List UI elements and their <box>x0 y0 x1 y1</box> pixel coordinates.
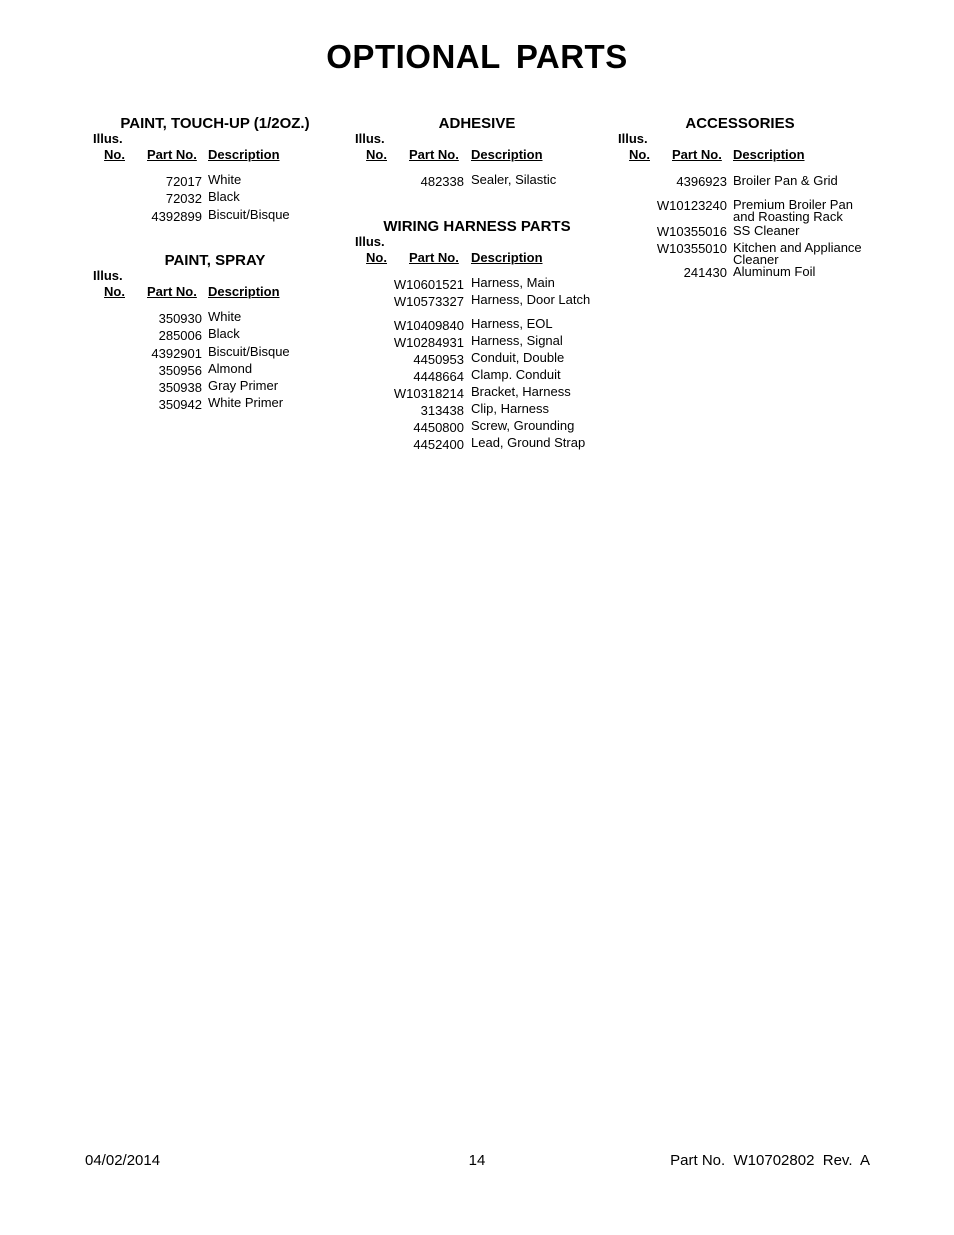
part-description-line: Broiler Pan & Grid <box>733 173 838 188</box>
section-title: ADHESIVE <box>438 115 516 132</box>
description-header: Description <box>471 250 543 265</box>
part-number: 4392899 <box>151 209 202 224</box>
description-header: Description <box>208 147 280 162</box>
no-header: No. <box>629 147 650 162</box>
no-header: No. <box>104 284 125 299</box>
part-number: W10318214 <box>393 386 464 401</box>
section-title: PAINT, TOUCH-UP (1/2OZ.) <box>120 115 310 132</box>
description-header: Description <box>471 147 543 162</box>
part-description: Clamp. Conduit <box>471 367 561 382</box>
part-description <box>733 242 862 266</box>
part-description: Harness, Door Latch <box>471 292 591 307</box>
part-description: Almond <box>208 361 253 376</box>
part-description-line: Aluminum Foil <box>733 264 816 279</box>
part-description: Bracket, Harness <box>471 384 571 399</box>
no-header: No. <box>366 250 387 265</box>
part-description: Harness, Signal <box>471 333 563 348</box>
part-number: 350930 <box>158 311 202 326</box>
part-description: Conduit, Double <box>471 350 565 365</box>
part-number: 4448664 <box>413 369 464 384</box>
part-description-line: Kitchen and Appliance <box>733 240 862 255</box>
part-description: White Primer <box>208 395 284 410</box>
part-number: W10601521 <box>393 277 464 292</box>
section-title: WIRING HARNESS PARTS <box>383 218 571 235</box>
part-number: 72032 <box>165 191 202 206</box>
illus-label: Illus. <box>93 131 123 146</box>
part-no-header: Part No. <box>409 147 459 162</box>
part-number: 4396923 <box>676 174 727 189</box>
footer-date: 04/02/2014 <box>85 1152 161 1169</box>
part-number: W10123240 <box>656 198 727 213</box>
part-description: Black <box>208 326 240 341</box>
part-description: White <box>208 172 242 187</box>
part-number: 350942 <box>158 397 202 412</box>
part-description: Harness, EOL <box>471 316 553 331</box>
part-description: Sealer, Silastic <box>471 172 557 187</box>
part-number: 350956 <box>158 363 202 378</box>
part-description: Biscuit/Bisque <box>208 207 290 222</box>
footer-page-number: 14 <box>468 1152 486 1169</box>
part-description <box>733 225 799 237</box>
part-number: W10573327 <box>393 294 464 309</box>
part-number: W10409840 <box>393 318 464 333</box>
part-number: 4452400 <box>413 437 464 452</box>
description-header: Description <box>208 284 280 299</box>
part-description-line: and Roasting Rack <box>733 209 843 224</box>
illus-label: Illus. <box>355 234 385 249</box>
part-number: W10355016 <box>656 224 727 239</box>
description-header: Description <box>733 147 805 162</box>
part-description: Screw, Grounding <box>471 418 575 433</box>
part-no-header: Part No. <box>672 147 722 162</box>
part-number: 72017 <box>165 174 202 189</box>
part-number: 241430 <box>683 265 727 280</box>
part-description: Clip, Harness <box>471 401 550 416</box>
part-no-header: Part No. <box>147 147 197 162</box>
page-title: OPTIONAL PARTS <box>326 38 628 75</box>
part-description: Harness, Main <box>471 275 555 290</box>
part-number: 285006 <box>158 328 202 343</box>
part-description: Lead, Ground Strap <box>471 435 586 450</box>
no-header: No. <box>104 147 125 162</box>
part-number: 4450800 <box>413 420 464 435</box>
part-number: W10355010 <box>656 241 727 256</box>
part-number: 313438 <box>420 403 464 418</box>
part-description-line: Cleaner <box>733 252 779 267</box>
part-number: 350938 <box>158 380 202 395</box>
part-description <box>733 266 815 278</box>
part-number: W10284931 <box>393 335 464 350</box>
illus-label: Illus. <box>618 131 648 146</box>
part-description: Biscuit/Bisque <box>208 344 290 359</box>
section-title: PAINT, SPRAY <box>164 252 266 269</box>
part-no-header: Part No. <box>409 250 459 265</box>
part-description: Gray Primer <box>208 378 279 393</box>
part-description-line: Premium Broiler Pan <box>733 197 853 212</box>
part-number: 4392901 <box>151 346 202 361</box>
part-description: White <box>208 309 242 324</box>
no-header: No. <box>366 147 387 162</box>
illus-label: Illus. <box>93 268 123 283</box>
section-title: ACCESSORIES <box>685 115 795 132</box>
footer-part-number: Part No. W10702802 Rev. A <box>670 1152 870 1169</box>
part-number: 4450953 <box>413 352 464 367</box>
illus-label: Illus. <box>355 131 385 146</box>
part-description <box>733 175 838 187</box>
part-no-header: Part No. <box>147 284 197 299</box>
part-description-line: SS Cleaner <box>733 223 800 238</box>
part-description <box>733 199 853 223</box>
part-description: Black <box>208 189 240 204</box>
part-number: 482338 <box>420 174 464 189</box>
